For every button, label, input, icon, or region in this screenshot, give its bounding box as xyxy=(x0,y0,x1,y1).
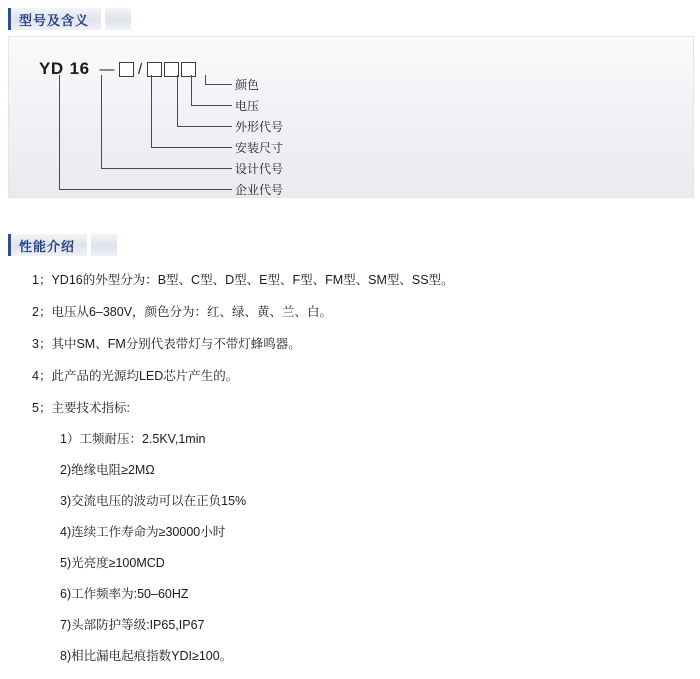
performance-sub-item: 7)头部防护等级:IP65,IP67 xyxy=(60,618,205,632)
model-label-voltage: 电压 xyxy=(235,99,260,113)
performance-list xyxy=(32,272,672,679)
model-code-series: 16 xyxy=(69,59,90,78)
model-label-color: 颜色 xyxy=(235,78,260,92)
performance-item: 1；YD16的外型分为：B型、C型、D型、E型、F型、FM型、SM型、SS型。 xyxy=(32,273,454,287)
performance-sub-item: 3)交流电压的波动可以在正负15% xyxy=(60,494,247,508)
performance-sub-item: 1）工频耐压：2.5KV,1min xyxy=(60,432,206,446)
leader-line-enterprise-code xyxy=(59,75,232,190)
model-code-slash: / xyxy=(138,60,143,78)
section-heading-model-tail xyxy=(105,8,131,30)
section-heading-performance-tail xyxy=(91,234,117,256)
section-heading-model-title: 型号及含义 xyxy=(8,8,101,30)
performance-sub-item: 8)相比漏电起痕指数YDI≥100。 xyxy=(60,649,233,663)
performance-item: 3；其中SM、FM分别代表带灯与不带灯蜂鸣器。 xyxy=(32,337,301,351)
performance-sub-item: 2)绝缘电阻≥2MΩ xyxy=(60,463,155,477)
model-label-shape-code: 外形代号 xyxy=(235,120,284,134)
model-code-dash: — xyxy=(99,60,116,78)
model-label-design-code: 设计代号 xyxy=(235,162,284,176)
performance-item: 5；主要技术指标: xyxy=(32,401,130,415)
model-diagram-inner xyxy=(39,49,459,197)
performance-item: 4；此产品的光源均LED芯片产生的。 xyxy=(32,369,239,383)
performance-sub-list xyxy=(32,431,672,665)
performance-item: 2；电压从6–380V，颜色分为：红、绿、黄、兰、白。 xyxy=(32,305,333,319)
performance-sub-item: 5)光亮度≥100MCD xyxy=(60,556,165,570)
performance-sub-item: 4)连续工作寿命为≥30000小时 xyxy=(60,525,226,539)
model-label-mounting-size: 安装尺寸 xyxy=(235,141,284,155)
section-heading-performance xyxy=(8,234,117,256)
section-heading-performance-title: 性能介绍 xyxy=(8,234,87,256)
model-label-enterprise-code: 企业代号 xyxy=(235,183,284,197)
model-diagram-panel xyxy=(8,36,694,198)
performance-sub-item: 6)工作频率为:50–60HZ xyxy=(60,587,189,601)
section-heading-model xyxy=(8,8,131,30)
model-code-prefix: YD xyxy=(39,59,64,78)
